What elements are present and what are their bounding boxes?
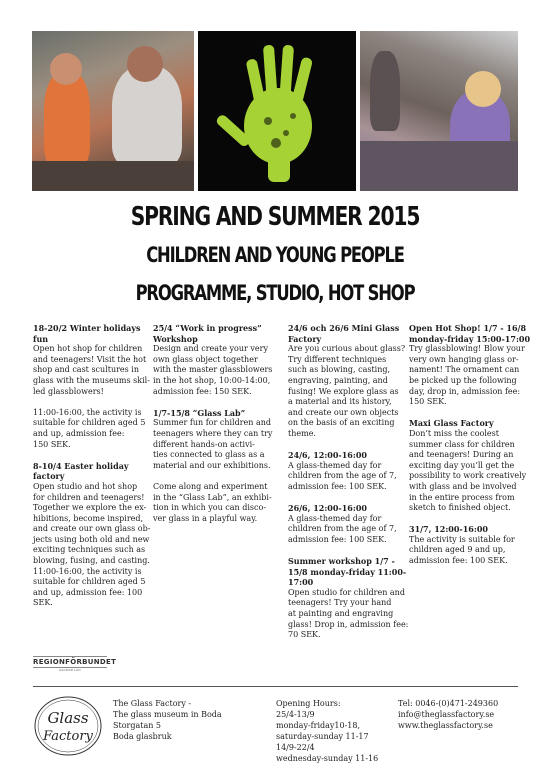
workbench [32,161,194,191]
footer-hours [276,698,386,764]
footer-line: wednesday-sunday 11-16 [276,754,379,763]
program-column-1 [33,323,153,620]
program-text-line: with the master glassblowers [153,365,273,375]
program-text-line: and teenagers! Visit the hot [33,354,147,364]
program-text-line: 11:00-16:00, the activity is [33,566,142,576]
program-text-line: different hands-on activi- [153,439,255,449]
program-text-line: a material and its history, [288,397,392,407]
program-text-line: Try different techniques [288,354,387,364]
program-text-line: shop and cast scultures in [33,365,140,375]
program-column-3 [288,323,410,651]
program-text-line: hibitions, become inspired, [33,513,144,523]
program-text-line: glass! Drop in, admission fee: [288,619,409,629]
photo-strip [32,31,518,191]
glassblower-head [127,46,163,82]
program-text-line: A glass-themed day for [288,513,382,523]
program-text-line: 70 SEK. [288,630,321,640]
footer-line: monday-friday10-18, [276,721,361,730]
program-block [153,323,275,397]
program-text-line: very own hanging glass or- [409,354,519,364]
logo-word-glass: Glass [47,709,89,727]
program-column-2 [153,323,275,535]
program-text-line: Together we explore the ex- [33,503,147,513]
program-heading: 25/4 “Work in progress” Workshop [153,323,262,344]
program-text-line: in the “Glass Lab”, an exhibi- [153,492,272,502]
program-text-line: admission fee: 100 SEK. [288,481,387,491]
page-title: SPRING AND SUMMER 2015 [130,202,420,232]
footer-line: saturday-sunday 11-17 [276,732,369,741]
footer-line: The Glass Factory - [113,699,192,708]
program-heading: Summer workshop 1/7 - 15/8 monday-friday 11:00-17:00 [288,556,407,588]
footer-line: 14/9-22/4 [276,743,315,752]
program-text-line: 150 SEK. [409,397,447,407]
program-text-line: on the basis of an exciting [288,418,395,428]
program-text-line: SEK. [33,598,53,608]
glass-factory-logo [32,693,104,759]
program-text-line: children from the age of 7, [288,471,397,481]
program-heading: 1/7-15/8 “Glass Lab” [153,407,246,418]
program-text-line: exciting techniques such as [33,545,146,555]
program-text-line: be picked up the following [409,375,517,385]
program-text-line: for children and teenagers! [33,492,145,502]
program-text-line: Open hot shop for children [33,344,143,354]
program-block [409,323,531,408]
program-heading: 24/6, 12:00-16:00 [288,450,367,461]
program-text-line: A glass-themed day for [288,460,382,470]
program-text-line: suitable for children aged 5 [33,418,146,428]
program-text-line: and create our own objects [288,407,399,417]
program-block [409,418,531,513]
regionforbundet-logo [33,656,117,672]
program-text-line: teenagers where they can try [153,428,273,438]
child-figure [44,71,90,166]
child-head [465,71,501,107]
program-text-line: children from the age of 7, [288,524,397,534]
program-text-line: children aged 9 and up, [409,545,506,555]
program-block [409,524,531,566]
program-text-line: glass with the museums skil- [33,375,150,385]
program-text-line: engraving, painting, and [288,375,388,385]
program-text-line: Design and create your very [153,344,268,354]
footer-line: Boda glasbruk [113,732,172,741]
program-text-line: Open studio for children and [288,587,405,597]
sponsor-name: REGIONFÖRBUNDET [33,658,117,666]
footer-line: Storgatan 5 [113,721,161,730]
program-block [288,556,410,641]
program-text-line: Are you curious about glass? [288,344,406,354]
program-text-line: blowing, fusing, and casting. [33,556,150,566]
footer-line: Opening Hours: [276,699,341,708]
program-text-line: in the entire process from [409,492,515,502]
footer-divider [33,686,518,687]
footer-line: 25/4-13/9 [276,710,315,719]
program-text-line: material and our exhibitions. [153,460,271,470]
program-text-line: The activity is suitable for [409,534,515,544]
program-block [153,408,275,472]
subtitle-line-2: PROGRAMME, STUDIO, HOT SHOP [135,281,415,305]
footer-line[interactable]: info@theglassfactory.se [398,710,495,719]
program-text-line: admission fee: 100 SEK. [288,534,387,544]
person-figure [370,51,400,131]
program-text-line: led glassblowers! [33,386,104,396]
footer-line: The glass museum in Boda [113,710,222,719]
program-text-line: 150 SEK. [33,439,71,449]
program-text-line: theme. [288,428,316,438]
program-text-line: ver glass in a playful way. [153,513,258,523]
program-heading: 31/7, 12:00-16:00 [409,524,488,535]
program-text-line: exciting day you’ll get the [409,460,515,470]
sponsor-sub: KALMAR LÄN [59,668,81,672]
program-text-line: at painting and engraving [288,609,394,619]
program-text-line: nament! The ornament can [409,365,520,375]
hand-print-graphic [198,31,356,191]
program-block [33,461,153,609]
program-heading: 18-20/2 Winter holidays fun [33,323,141,344]
program-text-line: tion in which you can disco- [153,503,267,513]
program-text-line: admission fee: 100 SEK. [409,556,508,566]
program-block [288,450,410,492]
program-text-line: suitable for children aged 5 [33,577,146,587]
program-block [33,408,153,450]
program-text-line: and teenagers! During an [409,450,514,460]
program-text-line: Don’t miss the coolest [409,428,499,438]
program-block [153,482,275,524]
program-text-line: ties connected to glass as a [153,450,265,460]
program-text-line: Open studio and hot shop [33,481,138,491]
worktable [360,141,518,191]
program-text-line: with glass and be involved [409,481,517,491]
program-text-line: Come along and experiment [153,481,268,491]
program-block [288,323,410,440]
program-text-line: own glass object together [153,354,258,364]
program-text-line: jects using both old and new [33,534,150,544]
program-text-line: summer class for children [409,439,515,449]
footer-contact [398,698,528,731]
photo-children-workshop [360,31,518,191]
program-heading: 26/6, 12:00-16:00 [288,503,367,514]
child-head [50,53,82,85]
footer-line[interactable]: www.theglassfactory.se [398,721,493,730]
program-text-line: teenagers! Try your hand [288,598,392,608]
program-heading: Maxi Glass Factory [409,418,494,429]
program-text-line: 11:00-16:00, the activity is [33,407,142,417]
program-text-line: and create our own glass ob- [33,524,151,534]
program-text-line: admission fee: 150 SEK. [153,386,252,396]
logo-word-factory: Factory [43,729,93,744]
footer-address [113,698,263,742]
program-column-4 [409,323,531,577]
program-text-line: and up, admission fee: [33,428,125,438]
photo-glowing-hand [198,31,356,191]
program-block [288,503,410,545]
program-block [33,323,153,397]
program-text-line: and up, admission fee: 100 [33,587,143,597]
photo-children-glassblowing [32,31,194,191]
footer-line: Tel: 0046-(0)471-249360 [398,699,499,708]
subtitle-line-1: CHILDREN AND YOUNG PEOPLE [146,243,404,267]
program-text-line: possibility to work creatively [409,471,527,481]
program-heading: Open Hot Shop! 1/7 - 16/8 monday-friday 15:00-17:00 [409,323,531,344]
program-text-line: sketch to finished object. [409,503,511,513]
program-text-line: day, drop in, admission fee: [409,386,521,396]
program-text-line: Summer fun for children and [153,418,272,428]
program-text-line: Try glassblowing! Blow your [409,344,525,354]
program-text-line: such as blowing, casting, [288,365,391,375]
program-text-line: in the hot shop, 10:00-14:00, [153,375,271,385]
program-heading: 24/6 och 26/6 Mini Glass Factory [288,323,400,344]
program-text-line: fusing! We explore glass as [288,386,399,396]
program-heading: 8-10/4 Easter holiday factory [33,460,129,482]
